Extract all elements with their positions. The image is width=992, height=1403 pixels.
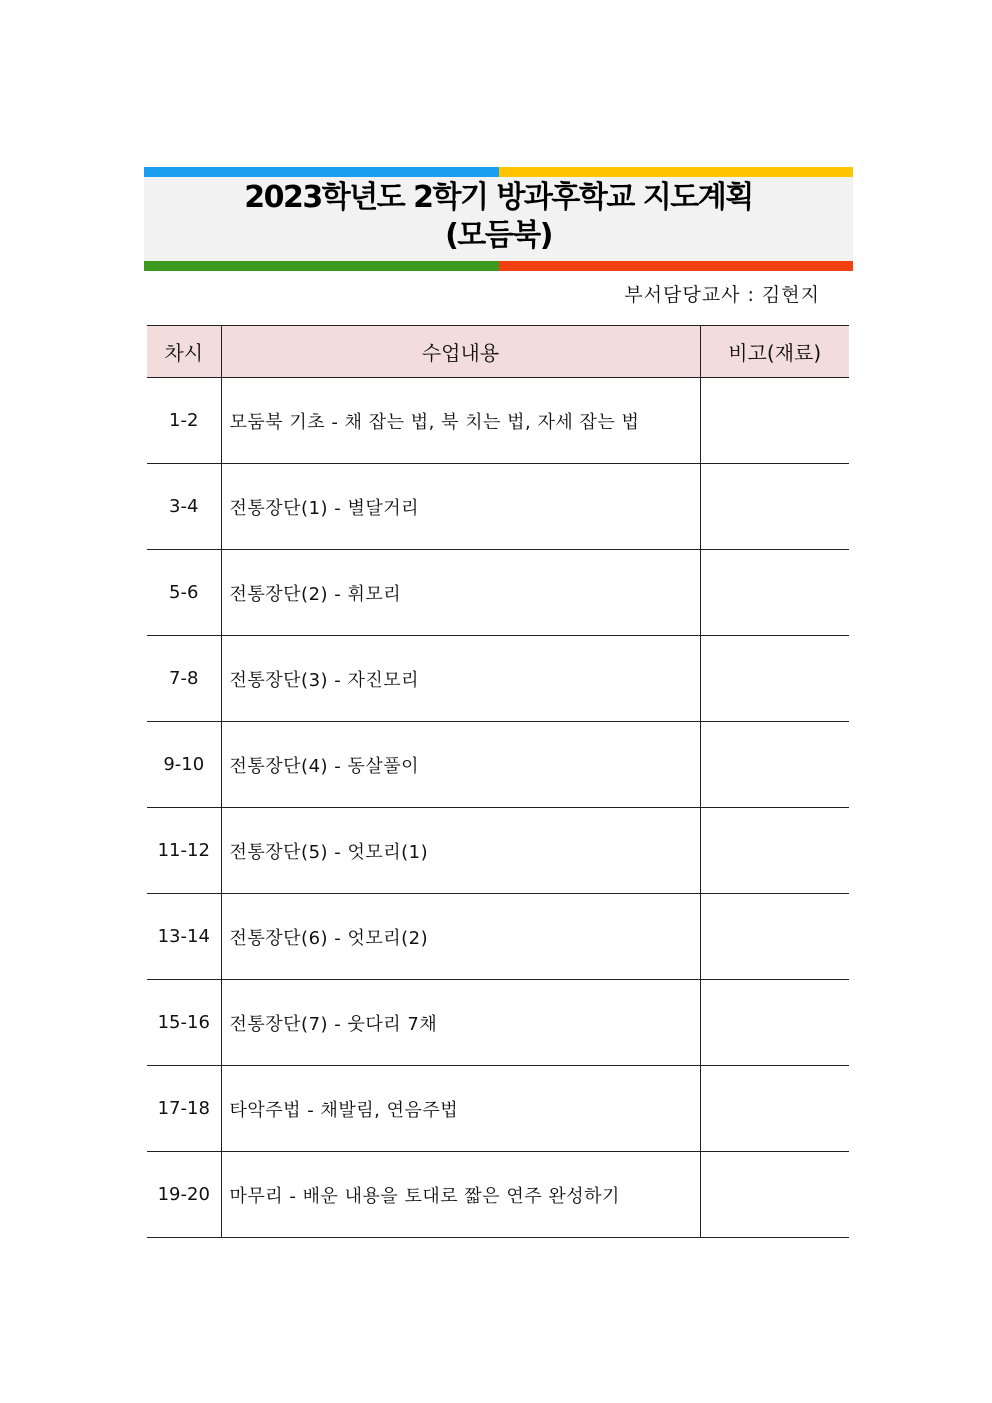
session-cell: 7-8 <box>147 636 221 722</box>
content-cell: 전통장단(2) - 휘모리 <box>221 550 700 636</box>
table-row <box>147 636 849 722</box>
banner-bar-top-left <box>144 167 499 177</box>
session-cell: 19-20 <box>147 1152 221 1238</box>
note-cell <box>700 722 849 808</box>
note-cell <box>700 464 849 550</box>
content-cell: 마무리 - 배운 내용을 토대로 짧은 연주 완성하기 <box>221 1152 700 1238</box>
title-line-1: 2023학년도 2학기 방과후학교 지도계획 <box>244 180 753 215</box>
note-cell <box>700 1152 849 1238</box>
session-cell: 11-12 <box>147 808 221 894</box>
page-title <box>144 179 853 255</box>
table-row <box>147 808 849 894</box>
session-cell: 9-10 <box>147 722 221 808</box>
title-banner <box>144 167 853 271</box>
table-row <box>147 550 849 636</box>
content-cell: 전통장단(3) - 자진모리 <box>221 636 700 722</box>
table-row <box>147 464 849 550</box>
table-row <box>147 722 849 808</box>
note-cell <box>700 808 849 894</box>
note-cell <box>700 980 849 1066</box>
header-note: 비고(재료) <box>700 326 849 378</box>
session-cell: 15-16 <box>147 980 221 1066</box>
header-content: 수업내용 <box>221 326 700 378</box>
content-cell: 전통장단(1) - 별달거리 <box>221 464 700 550</box>
banner-bar-bottom-right <box>499 261 853 271</box>
note-cell <box>700 636 849 722</box>
table-row <box>147 378 849 464</box>
table-header-row <box>147 326 849 378</box>
session-cell: 5-6 <box>147 550 221 636</box>
banner-bar-bottom-left <box>144 261 499 271</box>
title-line-2: (모듬북) <box>445 218 552 253</box>
note-cell <box>700 550 849 636</box>
content-cell: 타악주법 - 채발림, 연음주법 <box>221 1066 700 1152</box>
note-cell <box>700 378 849 464</box>
banner-bar-top-right <box>499 167 853 177</box>
session-cell: 13-14 <box>147 894 221 980</box>
note-cell <box>700 1066 849 1152</box>
content-cell: 전통장단(6) - 엇모리(2) <box>221 894 700 980</box>
table-row <box>147 1066 849 1152</box>
header-session: 차시 <box>147 326 221 378</box>
content-cell: 전통장단(4) - 동살풀이 <box>221 722 700 808</box>
table-row <box>147 894 849 980</box>
content-cell: 전통장단(5) - 엇모리(1) <box>221 808 700 894</box>
content-cell: 모둠북 기초 - 채 잡는 법, 북 치는 법, 자세 잡는 법 <box>221 378 700 464</box>
session-cell: 3-4 <box>147 464 221 550</box>
teacher-label: 부서담당교사 : 김현지 <box>624 284 820 306</box>
note-cell <box>700 894 849 980</box>
lesson-plan-table <box>147 325 849 1238</box>
session-cell: 17-18 <box>147 1066 221 1152</box>
table-row <box>147 980 849 1066</box>
table-row <box>147 1152 849 1238</box>
content-cell: 전통장단(7) - 웃다리 7채 <box>221 980 700 1066</box>
session-cell: 1-2 <box>147 378 221 464</box>
